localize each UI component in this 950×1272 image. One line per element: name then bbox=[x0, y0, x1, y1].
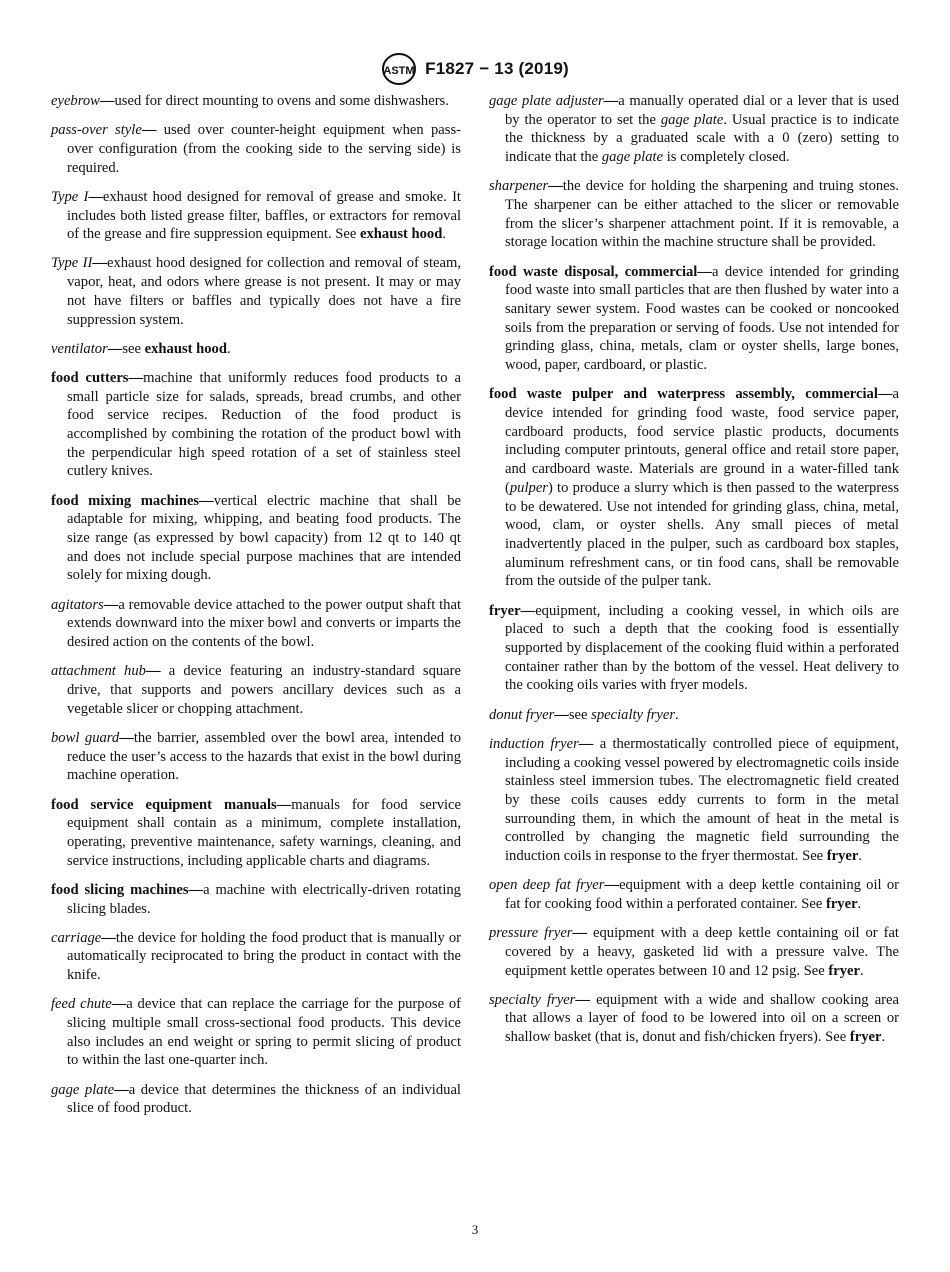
definition-text: exhaust hood designed for collection and removal of steam, vapor, heat, and odors where grease is not present. It may or may not have filters or baffles and typically does not have a fire suppression system. bbox=[67, 255, 461, 328]
definition-entry bbox=[51, 121, 461, 177]
definition-text: the device for holding the food product that is manually or automatically reciprocated to bring the product in contact with the knife. bbox=[67, 929, 461, 984]
cross-reference: gage plate bbox=[601, 149, 664, 166]
definition-entry bbox=[51, 492, 461, 586]
definition-text: a machine with electrically-driven rotating slicing blades. bbox=[67, 881, 461, 917]
definition-text: . bbox=[860, 962, 864, 979]
definition-entry bbox=[51, 254, 461, 329]
term-separator: — bbox=[572, 925, 594, 942]
term-separator: — bbox=[107, 340, 123, 357]
definition-entry bbox=[51, 929, 461, 985]
definition-text: a removable device attached to the power output shaft that extends downward into the mixer bowl and converts or imparts the desired action on the contents of the bowl. bbox=[67, 596, 461, 651]
cross-reference: fryer bbox=[826, 848, 859, 865]
definition-entry bbox=[51, 796, 461, 871]
definition-entry bbox=[51, 188, 461, 244]
definition-term: food service equipment manuals bbox=[51, 796, 277, 813]
definition-entry bbox=[51, 596, 461, 652]
definition-text: equipment with a deep kettle containing oil or fat covered by a heavy, gasketed lid with a pressure valve. The equipment kettle operates between 10 and 12 psig. See bbox=[505, 925, 899, 979]
definition-text: manuals for food service equipment shall contain as a minimum, complete installation, operating, preventive maintenance, safety warnings, cleaning, and service instructions, including applicable charts and diagrams. bbox=[67, 796, 461, 869]
definition-text: equipment with a wide and shallow cooking area that allows a layer of food to be lowered into oil on a screen or shallow basket (that is, donut and fish/chicken fryers). See bbox=[505, 991, 899, 1046]
definition-term: bowl guard bbox=[51, 729, 120, 746]
definition-entry bbox=[489, 706, 899, 725]
definition-text: vertical electric machine that shall be adaptable for mixing, whipping, and beating food products. The size range (as expressed by bowl capacity) from 12 qt to 140 qt and does not include special purpose machines that are intended solely for mixing dough. bbox=[67, 492, 461, 584]
term-separator: — bbox=[697, 263, 712, 280]
term-separator: — bbox=[119, 729, 134, 746]
term-separator: — bbox=[101, 929, 116, 946]
definition-text: . bbox=[881, 1029, 886, 1046]
definition-text: ) to produce a slurry which is then passed to the waterpress to be dewatered. Use not intended for grinding glass, china, metal, wood, clam, or oyster shells. Any small pieces of metal inadvertently placed in the pulper, such as cardboard box staples, aluminum refreshment cans, or tin food cans, shall be removable from the outside of the pulper tank. bbox=[505, 479, 899, 590]
definition-term: eyebrow bbox=[51, 93, 100, 109]
definition-text: the barrier, assembled over the bowl area, intended to reduce the user’s access to the hazards that exist in the bowl during machine operation. bbox=[67, 729, 462, 784]
definition-term: food waste pulper and waterpress assembly, commercial bbox=[489, 386, 878, 403]
term-separator: — bbox=[877, 386, 893, 403]
definition-entry bbox=[489, 385, 899, 591]
definition-term: food waste disposal, commercial bbox=[489, 263, 698, 280]
definition-term: gage plate adjuster bbox=[489, 93, 604, 109]
term-separator: — bbox=[99, 93, 115, 109]
definition-term: fryer bbox=[489, 602, 521, 619]
definition-entry bbox=[51, 340, 461, 359]
term-separator: — bbox=[141, 122, 164, 139]
cross-reference: fryer bbox=[849, 1029, 882, 1046]
definition-term: carriage bbox=[51, 929, 102, 946]
cross-reference: pulper bbox=[509, 479, 548, 496]
definition-entry bbox=[51, 92, 461, 111]
definition-text: . bbox=[675, 706, 679, 723]
definition-entry bbox=[51, 662, 461, 718]
definition-entry bbox=[489, 92, 899, 167]
left-column bbox=[51, 92, 461, 1129]
term-separator: — bbox=[548, 178, 563, 195]
definition-entry bbox=[489, 991, 899, 1047]
term-separator: — bbox=[575, 991, 597, 1008]
definition-entry bbox=[51, 995, 461, 1070]
definition-term: open deep fat fryer bbox=[489, 877, 605, 894]
term-separator: — bbox=[578, 735, 600, 752]
standard-designation: F1827 − 13 (2019) bbox=[425, 59, 569, 78]
definition-entry bbox=[51, 729, 461, 785]
definition-text: equipment with a deep kettle containing oil or fat for cooking food within a perforated container. See bbox=[505, 877, 900, 912]
definition-entry bbox=[51, 369, 461, 481]
term-separator: — bbox=[114, 1081, 129, 1098]
definition-text: a device featuring an industry-standard square drive, that supports and powers ancillary devices such as a vegetable slicer or chopping attachment. bbox=[67, 663, 461, 717]
term-separator: — bbox=[276, 796, 292, 813]
definition-text: see bbox=[122, 340, 145, 357]
cross-reference: fryer bbox=[825, 895, 858, 912]
page-number: 3 bbox=[471, 1222, 479, 1237]
definition-text: exhaust hood designed for removal of grease and smoke. It includes both listed grease filter, baffles, or extractors for removal of the grease and fire suppression equipment. See bbox=[67, 188, 461, 243]
definition-term: gage plate bbox=[51, 1081, 115, 1098]
definition-text: a device intended for grinding food waste, food service paper, cardboard products, food service plastic products, documents including computer printouts, general office and retail store paper, and cardboard waste. Materials are ground in a water-filled tank ( bbox=[505, 386, 899, 496]
definition-text: is completely closed. bbox=[663, 149, 790, 166]
definition-term: attachment hub bbox=[51, 663, 146, 680]
term-separator: — bbox=[92, 255, 107, 272]
definition-text: a manually operated dial or a lever that is used by the operator to set the bbox=[505, 93, 899, 128]
term-separator: — bbox=[88, 188, 103, 205]
term-separator: — bbox=[199, 492, 214, 509]
cross-reference: exhaust hood bbox=[360, 226, 443, 243]
term-separator: — bbox=[145, 663, 169, 680]
definition-term: pass-over style bbox=[51, 122, 142, 139]
definition-text: used for direct mounting to ovens and some dishwashers. bbox=[114, 93, 449, 109]
definition-term: food mixing machines bbox=[51, 492, 200, 509]
definition-text: a thermostatically controlled piece of equipment, including a cooking vessel powered by electromagnetic coils inside stainless steel immersion tubes. The electromagnetic field created by these coils causes eddy currents to form in the metal surrounding them, in which the amount of heat in the metal is controlled by changing the magnetic field surrounding the induction coils in response to the fryer thermostat. See bbox=[505, 735, 899, 865]
astm-logo-icon bbox=[381, 52, 417, 86]
definition-term: food cutters bbox=[51, 369, 129, 386]
definition-entry bbox=[489, 735, 899, 866]
definition-text: . bbox=[226, 340, 231, 357]
term-separator: — bbox=[103, 596, 119, 613]
definition-term: ventilator bbox=[51, 340, 108, 357]
page-header bbox=[0, 52, 950, 86]
term-separator: — bbox=[128, 369, 144, 386]
definition-text: equipment, including a cooking vessel, in which oils are placed to such a depth that the cooking food is essentially supported by displacement of the cooking fluid within a perforated container rather than by the bottom of the vessel. Heat delivery to the cooking oils varies with fryer models. bbox=[505, 602, 899, 694]
cross-reference: specialty fryer bbox=[591, 706, 676, 723]
definition-entry bbox=[51, 881, 461, 918]
definition-term: Type I bbox=[51, 188, 89, 205]
definition-term: Type II bbox=[51, 255, 93, 272]
definition-text: a device that determines the thickness of an individual slice of food product. bbox=[67, 1081, 461, 1117]
definition-text: used over counter-height equipment when pass-over configuration (from the cooking side to the serving side) is required. bbox=[67, 122, 462, 176]
cross-reference: fryer bbox=[828, 962, 860, 979]
definition-term: feed chute bbox=[51, 996, 112, 1013]
definition-term: induction fryer bbox=[489, 735, 579, 752]
svg-text:ASTM: ASTM bbox=[383, 65, 415, 77]
term-separator: — bbox=[520, 602, 536, 619]
definition-term: pressure fryer bbox=[489, 925, 573, 942]
definition-term: donut fryer bbox=[489, 706, 555, 723]
definition-text: a device that can replace the carriage for the purpose of slicing multiple small cross-sectional food products. This device also includes an end weight or spring to permit slicing of product to within the last one-quarter inch. bbox=[67, 996, 461, 1069]
definition-term: food slicing machines bbox=[51, 881, 189, 898]
term-separator: — bbox=[603, 93, 619, 109]
right-column bbox=[489, 92, 899, 1057]
term-separator: — bbox=[111, 996, 127, 1013]
term-separator: — bbox=[604, 877, 620, 894]
definition-entry bbox=[51, 1081, 461, 1118]
term-separator: — bbox=[554, 706, 569, 723]
definition-text: machine that uniformly reduces food products to a small particle size for salads, spreads, bread crumbs, and other food service recipes. Reduction of the food product is accomplished by combining the rotation of the product bowl with the perpendicular high speed rotation of a set of stainless steel cutlery knives. bbox=[67, 369, 461, 480]
definition-text: . bbox=[442, 226, 446, 243]
definition-term: sharpener bbox=[489, 178, 549, 195]
definition-entry bbox=[489, 876, 899, 913]
cross-reference: exhaust hood bbox=[144, 340, 227, 357]
cross-reference: gage plate bbox=[660, 111, 724, 128]
definition-entry bbox=[489, 263, 899, 375]
definition-text: see bbox=[568, 706, 592, 723]
definition-entry bbox=[489, 602, 899, 696]
definition-text: . Usual practice is to indicate the thickness by a graduated scale with a 0 (zero) setting to indicate that the bbox=[505, 111, 900, 166]
definition-text: the device for holding the sharpening and truing stones. The sharpener can be either attached to the slicer or removable from the slicer’s sharpener attachment point. If it is removable, a storage location within the machine structure shall be provided. bbox=[505, 178, 899, 251]
definition-entry bbox=[489, 177, 899, 252]
definition-text: . bbox=[857, 895, 862, 912]
definition-term: specialty fryer bbox=[489, 991, 576, 1008]
definition-entry bbox=[489, 924, 899, 980]
term-separator: — bbox=[188, 881, 204, 898]
definition-term: agitators bbox=[51, 596, 104, 613]
definition-text: a device intended for grinding food waste into small particles that are then flushed by water into a sanitary sewer system. Food wastes can be cooked or noncooked soils from the preparation or serving of foods. Use not intended for grinding glass, china, metals, clam or oyster shells, large bones, wood, paper, cardboard, or plastic. bbox=[505, 263, 899, 374]
definition-text: . bbox=[858, 848, 863, 865]
